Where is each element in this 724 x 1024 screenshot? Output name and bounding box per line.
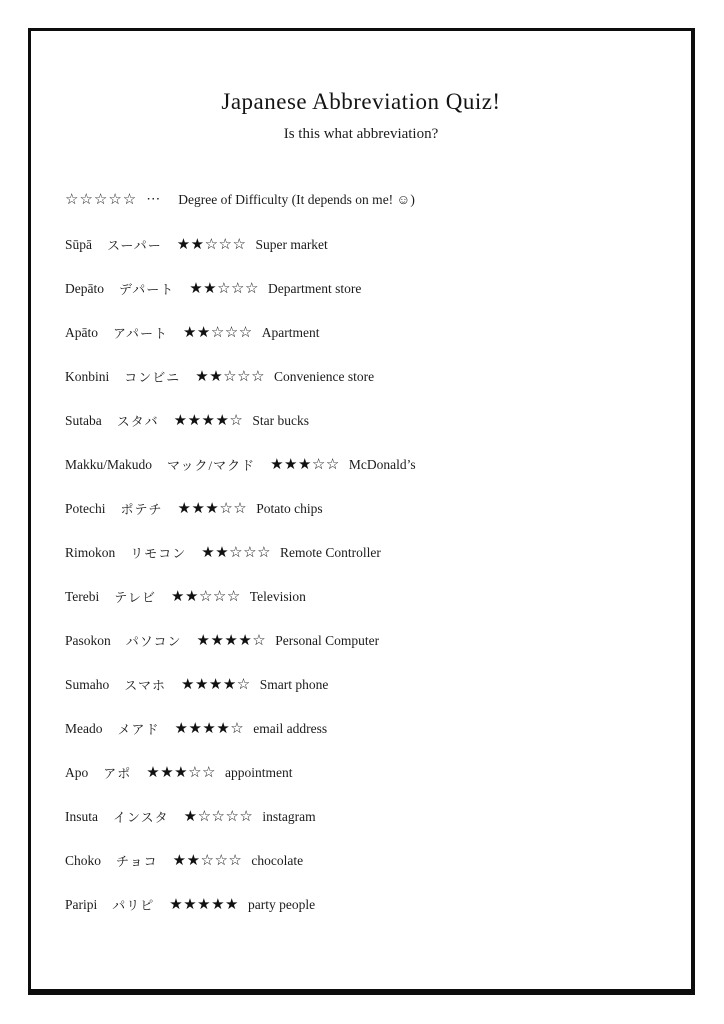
meaning-text: Apartment: [261, 324, 320, 340]
star-rating: ★★★★☆: [181, 677, 251, 693]
quiz-row: [65, 544, 691, 561]
quiz-row: [65, 632, 691, 649]
meaning-text: Super market: [255, 236, 328, 252]
romaji-text: Rimokon: [65, 544, 116, 560]
romaji-text: Apāto: [65, 324, 98, 340]
meaning-text: instagram: [262, 808, 316, 824]
meaning-text: Star bucks: [252, 412, 309, 428]
meaning-text: party people: [248, 896, 316, 912]
meaning-text: Potato chips: [256, 500, 323, 516]
quiz-row: [65, 456, 691, 473]
star-rating: ★★☆☆☆: [195, 369, 266, 385]
katakana-text: スタバ: [116, 414, 159, 429]
quiz-row: [65, 324, 691, 341]
romaji-text: Potechi: [65, 500, 106, 516]
romaji-text: Apo: [65, 764, 89, 780]
romaji-text: Meado: [65, 720, 103, 736]
legend-stars-icon: ☆☆☆☆☆: [65, 192, 138, 208]
quiz-row: [65, 896, 691, 913]
star-rating: ★★★★☆: [174, 721, 245, 737]
legend-ellipsis: ⋯: [146, 192, 161, 207]
quiz-page: [28, 28, 695, 995]
romaji-text: Konbini: [65, 368, 110, 384]
katakana-text: チョコ: [116, 854, 158, 869]
quiz-row: [65, 808, 691, 825]
katakana-text: パリピ: [112, 898, 155, 913]
romaji-text: Choko: [65, 852, 102, 868]
romaji-text: Insuta: [65, 808, 98, 824]
meaning-text: Department store: [267, 280, 362, 296]
katakana-text: アポ: [103, 766, 132, 781]
katakana-text: インスタ: [113, 810, 169, 825]
quiz-row: [65, 764, 691, 781]
romaji-text: Pasokon: [65, 632, 111, 648]
romaji-text: Makku/Makudo: [65, 456, 152, 472]
star-rating: ★★★☆☆: [270, 457, 340, 473]
romaji-text: Sūpā: [65, 236, 92, 252]
romaji-text: Terebi: [65, 588, 100, 604]
katakana-text: ポテチ: [120, 502, 163, 517]
star-rating: ★★☆☆☆: [201, 545, 272, 561]
quiz-row: [65, 412, 691, 429]
quiz-row: [65, 236, 691, 253]
katakana-text: テレビ: [114, 590, 157, 605]
star-rating: ★★☆☆☆: [171, 589, 241, 605]
romaji-text: Sutaba: [65, 412, 102, 428]
meaning-text: email address: [253, 720, 328, 736]
star-rating: ★★☆☆☆: [182, 325, 253, 341]
star-rating: ★★★★★: [169, 897, 240, 913]
star-rating: ★★☆☆☆: [176, 237, 247, 253]
meaning-text: Smart phone: [259, 676, 329, 692]
katakana-text: デパート: [118, 282, 175, 297]
star-rating: ★★★☆☆: [146, 765, 217, 781]
meaning-text: Television: [249, 588, 306, 604]
meaning-text: Remote Controller: [280, 544, 381, 560]
quiz-content: [31, 190, 691, 913]
quiz-row: [65, 280, 691, 297]
legend-text: Degree of Difficulty (It depends on me! ☺): [178, 191, 415, 207]
romaji-text: Sumaho: [65, 676, 110, 692]
katakana-text: パソコン: [125, 634, 182, 649]
difficulty-legend: [65, 190, 691, 209]
katakana-text: リモコン: [130, 546, 187, 561]
star-rating: ★★★★☆: [196, 633, 267, 649]
quiz-row: [65, 588, 691, 605]
meaning-text: Personal Computer: [275, 632, 380, 648]
meaning-text: appointment: [225, 764, 293, 780]
page-title: Japanese Abbreviation Quiz!: [221, 89, 501, 114]
quiz-row: [65, 852, 691, 869]
quiz-row: [65, 720, 691, 737]
katakana-text: スーパー: [107, 238, 162, 253]
katakana-text: アパート: [113, 326, 168, 341]
katakana-text: マック/マクド: [167, 458, 256, 473]
katakana-text: スマホ: [124, 678, 167, 693]
romaji-text: Paripi: [65, 896, 98, 912]
meaning-text: chocolate: [251, 852, 304, 868]
romaji-text: Depāto: [65, 280, 104, 296]
quiz-row: [65, 676, 691, 693]
page-subtitle: Is this what abbreviation?: [283, 126, 439, 142]
meaning-text: Convenience store: [274, 368, 375, 384]
meaning-text: McDonald’s: [348, 456, 416, 472]
star-rating: ★★★☆☆: [177, 501, 248, 517]
star-rating: ★☆☆☆☆: [183, 809, 254, 825]
quiz-row: [65, 500, 691, 517]
star-rating: ★★☆☆☆: [189, 281, 259, 297]
katakana-text: メアド: [117, 722, 160, 737]
katakana-text: コンビニ: [124, 370, 181, 385]
quiz-row: [65, 368, 691, 385]
star-rating: ★★☆☆☆: [172, 853, 243, 869]
quiz-list: [65, 236, 691, 913]
star-rating: ★★★★☆: [173, 413, 244, 429]
